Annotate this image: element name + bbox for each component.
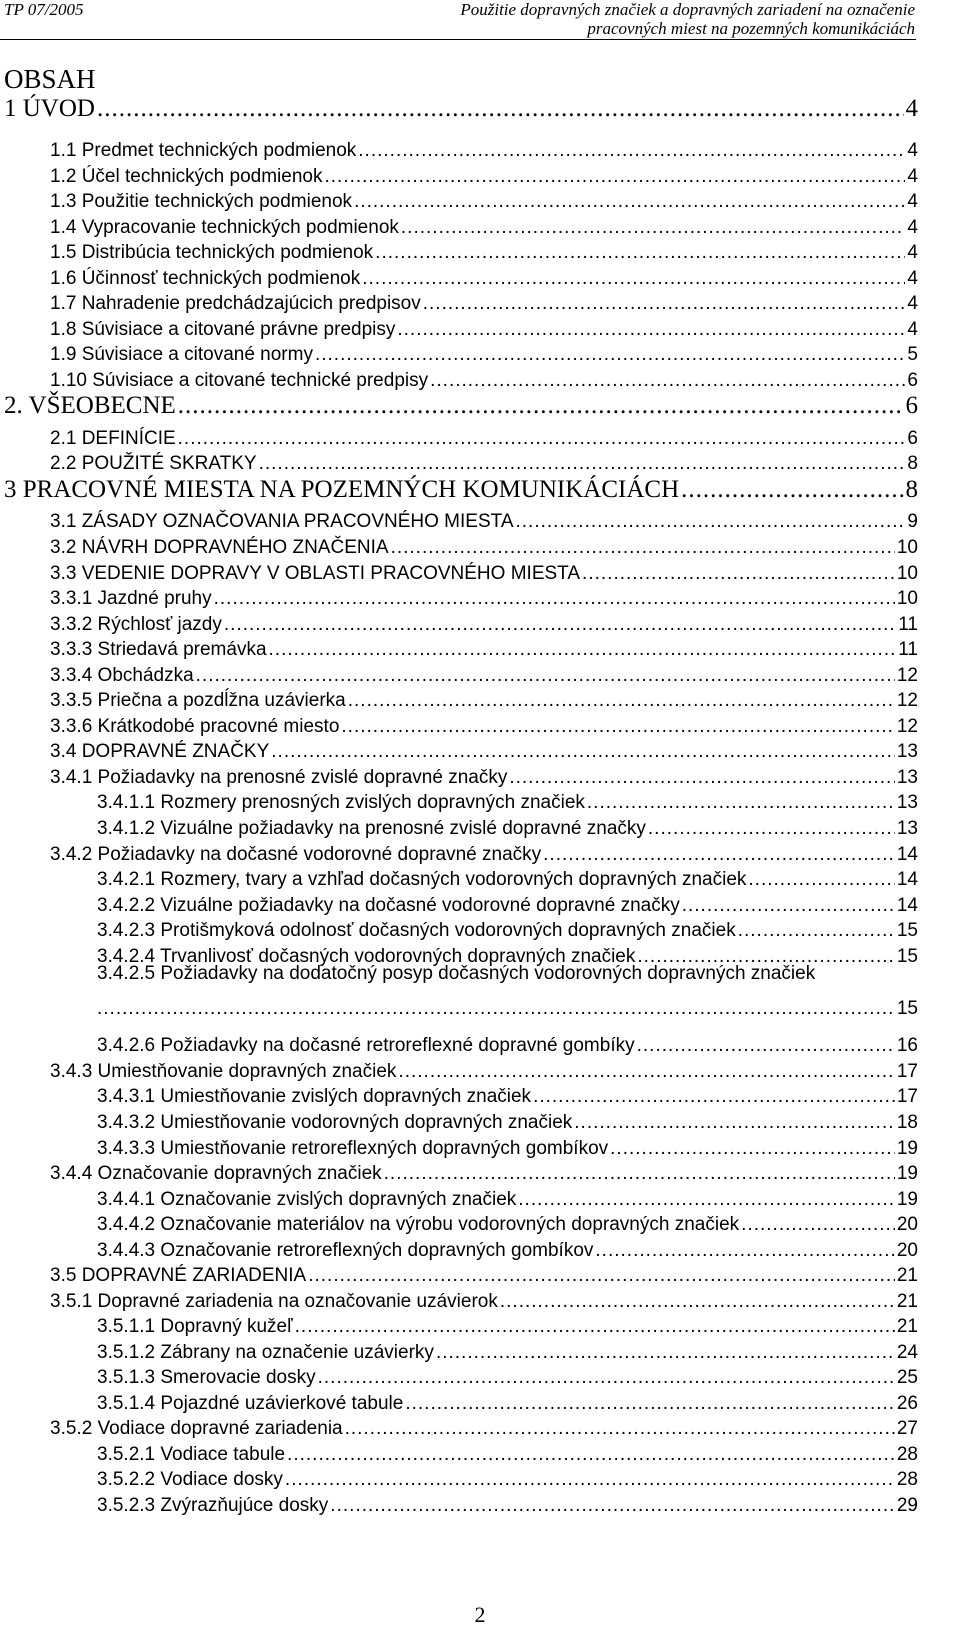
toc-entry-page: 21: [896, 1265, 918, 1286]
toc-entry-page: 15: [896, 998, 918, 1019]
toc-entry-page: 17: [896, 1086, 918, 1107]
toc-entry-page: 29: [896, 1495, 918, 1516]
toc-entry-page: 8: [905, 476, 918, 503]
toc-entry[interactable]: [4, 474, 918, 504]
toc-entry-text: 3.3.3 Striedavá premávka: [50, 639, 267, 660]
toc-entry-page: 28: [896, 1469, 918, 1490]
toc-entry-page: 6: [907, 370, 918, 391]
toc-entry-text: 1.1 Predmet technických podmienok: [50, 140, 357, 161]
toc-entry-text: 3.4.2.1 Rozmery, tvary a vzhľad dočasných vodorovných dopravných značiek: [97, 869, 747, 890]
toc-leader-dots: [97, 998, 895, 1020]
toc-entry-page: 12: [896, 690, 918, 711]
toc-entry-page: 6: [905, 392, 918, 419]
toc-entry-text: 1.6 Účinnosť technických podmienok: [50, 268, 361, 289]
toc-entry-text: 1.7 Nahradenie predchádzajúcich predpisov: [50, 293, 421, 314]
toc-entry-page: 13: [896, 792, 918, 813]
toc-entry-page: 21: [896, 1291, 918, 1312]
toc-entry-text: 3.4.3.1 Umiestňovanie zvislých dopravných značiek: [97, 1086, 532, 1107]
toc-entry-page: 15: [896, 946, 918, 967]
header-doc-title: [460, 0, 915, 38]
toc-entry-page: 20: [896, 1240, 918, 1261]
toc-entry-text: 3.4.1.2 Vizuálne požiadavky na prenosné zvislé dopravné značky: [97, 818, 646, 839]
toc-entry-page: 13: [896, 818, 918, 839]
toc-entry-page: 15: [896, 920, 918, 941]
toc-leader-dots: [97, 95, 904, 123]
toc-entry-page: 28: [896, 1444, 918, 1465]
toc-entry-text: 3.4.4.2 Označovanie materiálov na výrobu vodorovných dopravných značiek: [97, 1214, 740, 1235]
toc-entry-page: 4: [907, 140, 918, 161]
toc-entry-text: 1.3 Použitie technických podmienok: [50, 191, 353, 212]
header-title-line-1: Použitie dopravných značiek a dopravných zariadení na označenie: [460, 0, 915, 19]
toc-entry-text: 3.5.2.1 Vodiace tabule: [97, 1444, 286, 1465]
header-title-line-2: pracovných miest na pozemných komunikáciách: [587, 19, 915, 38]
toc-entry-text: 1.10 Súvisiace a citované technické predpisy: [50, 370, 429, 391]
page-header: [0, 0, 960, 40]
toc-entry-text: 3.5.1.1 Dopravný kužeľ: [97, 1316, 293, 1337]
toc-entry-page: 13: [896, 741, 918, 762]
toc-entry-text: 3.4.2.3 Protišmyková odolnosť dočasných vodorovných dopravných značiek: [97, 920, 736, 941]
toc-entry[interactable]: [4, 390, 918, 420]
toc-entry-text: 3.4.2.4 Trvanlivosť dočasných vodorovných dopravných značiek: [97, 946, 636, 967]
header-doc-id: TP 07/2005: [4, 0, 84, 19]
toc-entry[interactable]: [4, 93, 918, 123]
toc-entry-page: 4: [907, 319, 918, 340]
toc-entry-page: 10: [896, 588, 918, 609]
toc-entry-text: 3.3.6 Krátkodobé pracovné miesto: [50, 716, 340, 737]
toc-entry-page: 10: [896, 563, 918, 584]
toc-entry-page: 6: [907, 428, 918, 449]
toc-entry-page: 9: [907, 511, 918, 532]
toc-entry-page: 14: [896, 895, 918, 916]
toc-entry-text: 3.4.1.1 Rozmery prenosných zvislých dopravných značiek: [97, 792, 585, 813]
toc-entry-text: 3.4.2.5 Požiadavky na dodatočný posyp dočasných vodorovných dopravných značiek: [97, 963, 816, 984]
toc-entry[interactable]: [97, 1487, 918, 1517]
toc-entry-text: 3.2 NÁVRH DOPRAVNÉHO ZNAČENIA: [50, 537, 389, 558]
toc-entry-text: 3.4.2.6 Požiadavky na dočasné retroreflexné dopravné gombíky: [97, 1035, 635, 1056]
toc-entry-page: 19: [896, 1163, 918, 1184]
toc-entry-page: 19: [896, 1138, 918, 1159]
toc-leader-dots: [259, 453, 906, 475]
toc-leader-dots: [681, 476, 903, 504]
toc-entry[interactable]: [50, 445, 918, 475]
toc-entry-text: 3.3 VEDENIE DOPRAVY V OBLASTI PRACOVNÉHO MIESTA: [50, 563, 581, 584]
toc-entry-page: 20: [896, 1214, 918, 1235]
toc-entry-text: 3.3.2 Rýchlosť jazdy: [50, 614, 222, 635]
toc-entry-text: 3.4.3.3 Umiestňovanie retroreflexných dopravných gombíkov: [97, 1138, 609, 1159]
toc-entry-text: 3.4.2.2 Vizuálne požiadavky na dočasné vodorovné dopravné značky: [97, 895, 680, 916]
toc-entry-page: 4: [907, 268, 918, 289]
toc-entry-page: 25: [896, 1367, 918, 1388]
toc-entry-text: 1 ÚVOD: [4, 95, 95, 122]
toc-entry[interactable]: [50, 362, 918, 392]
toc-entry-text: 3.4 DOPRAVNÉ ZNAČKY: [50, 741, 270, 762]
toc-entry-page: 4: [907, 293, 918, 314]
toc-entry-text: 2.1 DEFINÍCIE: [50, 428, 176, 449]
header-rule: [0, 39, 916, 40]
toc-entry-text: 1.9 Súvisiace a citované normy: [50, 344, 313, 365]
toc-title: OBSAH: [4, 64, 96, 94]
toc-entry-page: 13: [896, 767, 918, 788]
toc-entry-page: 18: [896, 1112, 918, 1133]
toc-entry-page: 4: [907, 217, 918, 238]
toc-entry-text: 3.5.2.3 Zvýrazňujúce dosky: [97, 1495, 329, 1516]
toc-entry-text: 1.5 Distribúcia technických podmienok: [50, 242, 374, 263]
toc-entry-continuation[interactable]: [97, 990, 918, 1020]
toc-entry-text: 3.5.2 Vodiace dopravné zariadenia: [50, 1418, 343, 1439]
toc-entry-text: 3.4.4 Označovanie dopravných značiek: [50, 1163, 382, 1184]
toc-entry-text: 2. VŠEOBECNE: [4, 392, 176, 419]
toc-leader-dots: [330, 1495, 895, 1517]
toc-entry-page: 16: [896, 1035, 918, 1056]
toc-entry-page: 27: [896, 1418, 918, 1439]
toc-entry-text: 3.4.2 Požiadavky na dočasné vodorovné dopravné značky: [50, 844, 542, 865]
toc-entry-text: 3.4.1 Požiadavky na prenosné zvislé dopravné značky: [50, 767, 508, 788]
toc-entry-page: 17: [896, 1061, 918, 1082]
toc-entry-text: 3.5.1.2 Zábrany na označenie uzávierky: [97, 1342, 434, 1363]
toc-entry-page: 4: [907, 191, 918, 212]
toc-entry-text: 3.3.1 Jazdné pruhy: [50, 588, 212, 609]
toc-leader-dots: [430, 370, 905, 392]
toc-entry-text: 3.4.4.1 Označovanie zvislých dopravných značiek: [97, 1189, 517, 1210]
toc-entry-page: 12: [896, 665, 918, 686]
toc-entry-page: 11: [898, 639, 918, 660]
toc-leader-dots: [178, 392, 904, 420]
toc-entry-text: 2.2 POUŽITÉ SKRATKY: [50, 453, 257, 474]
toc-entry-text: 3.5.1 Dopravné zariadenia na označovanie uzávierok: [50, 1291, 498, 1312]
toc-entry-page: 4: [907, 242, 918, 263]
page-number: 2: [474, 1602, 486, 1627]
toc-entry-text: 3.5.2.2 Vodiace dosky: [97, 1469, 283, 1490]
toc-entry-text: 3.5.1.3 Smerovacie dosky: [97, 1367, 316, 1388]
toc-entry-text: 3.3.5 Priečna a pozdĺžna uzávierka: [50, 690, 346, 711]
toc-entry-page: 11: [898, 614, 918, 635]
toc-entry-page: 8: [907, 453, 918, 474]
toc-entry-text: 1.8 Súvisiace a citované právne predpisy: [50, 319, 396, 340]
toc-entry-text: 3.4.3.2 Umiestňovanie vodorovných dopravných značiek: [97, 1112, 573, 1133]
toc-entry-page: 5: [907, 344, 918, 365]
toc-entry-page: 14: [896, 844, 918, 865]
toc-entry-text: 3.4.3 Umiestňovanie dopravných značiek: [50, 1061, 397, 1082]
toc-entry-page: 19: [896, 1189, 918, 1210]
toc-entry-text: 3.5.1.4 Pojazdné uzávierkové tabule: [97, 1393, 404, 1414]
toc-entry-text: 3.4.4.3 Označovanie retroreflexných dopravných gombíkov: [97, 1240, 594, 1261]
toc-entry-text: 1.4 Vypracovanie technických podmienok: [50, 217, 399, 238]
toc-entry-page: 4: [905, 95, 918, 122]
toc-entry-page: 10: [896, 537, 918, 558]
toc-entry-text: 3.1 ZÁSADY OZNAČOVANIA PRACOVNÉHO MIESTA: [50, 511, 514, 532]
toc-entry-page: 24: [896, 1342, 918, 1363]
toc-entry-page: 12: [896, 716, 918, 737]
toc-entry-page: 14: [896, 869, 918, 890]
toc-entry-page: 4: [907, 166, 918, 187]
toc-entry-text: 3 PRACOVNÉ MIESTA NA POZEMNÝCH KOMUNIKÁCIÁCH: [4, 476, 680, 503]
toc-entry-text: 3.5 DOPRAVNÉ ZARIADENIA: [50, 1265, 307, 1286]
toc-entry-page: 21: [896, 1316, 918, 1337]
toc-entry-text: 1.2 Účel technických podmienok: [50, 166, 323, 187]
toc-entry-page: 26: [896, 1393, 918, 1414]
toc-entry-text: 3.3.4 Obchádzka: [50, 665, 194, 686]
